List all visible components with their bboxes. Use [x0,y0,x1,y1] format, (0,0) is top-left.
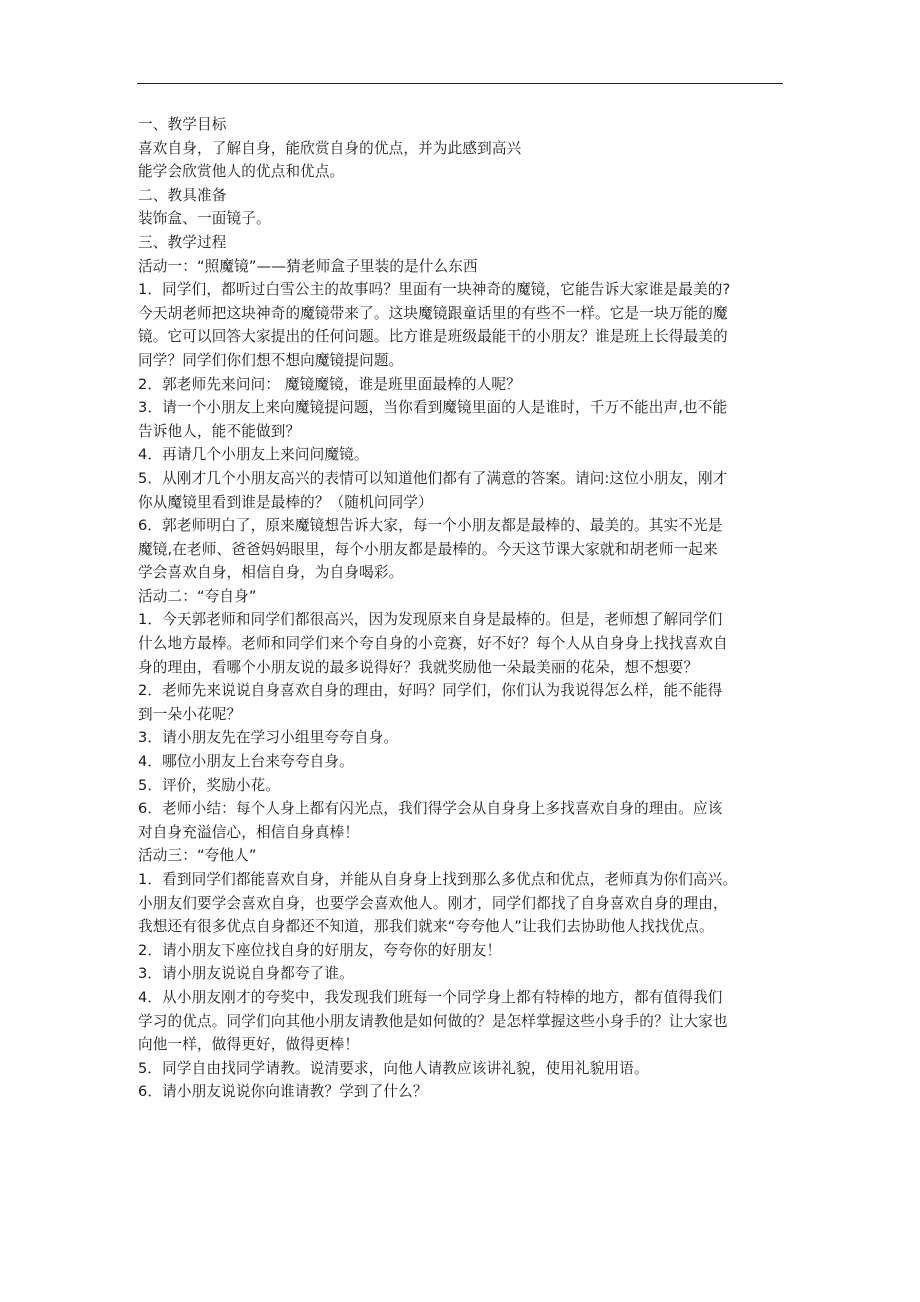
text-line: 1．同学们，都听过白雪公主的故事吗？里面有一块神奇的魔镜，它能告诉大家谁是最美的? [138,281,731,299]
text-line: 向他一样，做得更好，做得更棒！ [138,1036,360,1054]
text-line: 6．老师小结：每个人身上都有闪光点，我们得学会从自身身上多找喜欢自身的理由。应该 [138,800,723,818]
text-line: 告诉他人，能不能做到？ [138,422,301,440]
heading-teaching-process: 三、教学过程 [138,233,227,251]
text-line: 学习的优点。同学们向其他小朋友请教他是如何做的？是怎样掌握这些小身手的？让大家也 [138,1012,728,1030]
text-line: 你从魔镜里看到谁是最棒的？（随机问同学） [138,493,433,511]
heading-teaching-tools: 二、教具准备 [138,186,227,204]
activity-two-title: 活动二：“夸自身” [138,587,257,605]
text-line: 身的理由，看哪个小朋友说的最多说得好？我就奖励他一朵最美丽的花朵，想不想要？ [138,658,699,676]
text-line: 喜欢自身，了解自身，能欣赏自身的优点，并为此感到高兴 [138,139,522,157]
text-line: 能学会欣赏他人的优点和优点。 [138,163,345,181]
text-line: 对自身充溢信心，相信自身真棒！ [138,823,360,841]
text-line: 3．请小朋友先在学习小组里夸夸自身。 [138,729,399,747]
text-line: 5．从刚才几个小朋友高兴的表情可以知道他们都有了满意的答案。请问:这位小朋友，刚才 [138,469,728,487]
text-line: 镜。它可以回答大家提出的任何问题。比方谁是班级最能干的小朋友？谁是班上长得最美的 [138,328,728,346]
activity-three-title: 活动三：“夸他人” [138,847,257,865]
document-body [138,113,788,1104]
activity-one-title: 活动一：“照魔镜”——猜老师盒子里装的是什么东西 [138,257,478,275]
text-line: 2．郭老师先来问问： 魔镜魔镜，谁是班里面最棒的人呢？ [138,375,521,393]
text-line: 3．请一个小朋友上来向魔镜提问题，当你看到魔镜里面的人是谁时，千万不能出声,也不能 [138,399,728,417]
text-line: 1．看到同学们都能喜欢自身，并能从自身身上找到那么多优点和优点，老师真为你们高兴。 [138,871,738,888]
text-line: 什么地方最棒。老师和同学们来个夸自身的小竞赛，好不好？每个人从自身身上找找喜欢自 [138,635,728,653]
text-line: 学会喜欢自身，相信自身，为自身喝彩。 [138,564,404,582]
text-line: 1．今天郭老师和同学们都很高兴，因为发现原来自身是最棒的。但是，老师想了解同学们 [138,611,723,629]
top-divider [137,83,783,84]
text-line: 2．请小朋友下座位找自身的好朋友，夸夸你的好朋友！ [138,941,502,959]
text-line: 3．请小朋友说说自身都夸了谁。 [138,965,354,983]
text-line: 4．从小朋友刚才的夸奖中，我发现我们班每一个同学身上都有特棒的地方，都有值得我们 [138,988,723,1006]
text-line: 6．请小朋友说说你向谁请教？学到了什么？ [138,1083,428,1101]
heading-teaching-goals: 一、教学目标 [138,116,227,133]
text-line: 到一朵小花呢？ [138,705,242,723]
text-line: 魔镜,在老师、爸爸妈妈眼里，每个小朋友都是最棒的。今天这节课大家就和胡老师一起来 [138,540,718,558]
text-line: 6．郭老师明白了，原来魔镜想告诉大家，每一个小朋友都是最棒的、最美的。其实不光是 [138,517,723,535]
text-line: 同学？同学们你们想不想向魔镜提问题。 [138,351,404,369]
text-line: 我想还有很多优点自身都还不知道，那我们就来“夸夸他人”让我们去协助他人找找优点。 [138,918,714,936]
text-line: 装饰盒、一面镜子。 [138,210,271,228]
text-line: 今天胡老师把这块神奇的魔镜带来了。这块魔镜跟童话里的有些不一样。它是一块万能的魔 [138,304,728,322]
text-line: 5．同学自由找同学请教。说清要求，向他人请教应该讲礼貌，使用礼貌用语。 [138,1059,649,1077]
text-line: 5．评价，奖励小花。 [138,776,281,794]
text-line: 4．哪位小朋友上台来夸夸自身。 [138,753,354,771]
text-line: 2．老师先来说说自身喜欢自身的理由，好吗？同学们，你们认为我说得怎么样，能不能得 [138,682,723,700]
text-line: 小朋友们要学会喜欢自身，也要学会喜欢他人。刚才，同学们都找了自身喜欢自身的理由， [138,894,728,912]
text-line: 4．再请几个小朋友上来问问魔镜。 [138,446,369,464]
